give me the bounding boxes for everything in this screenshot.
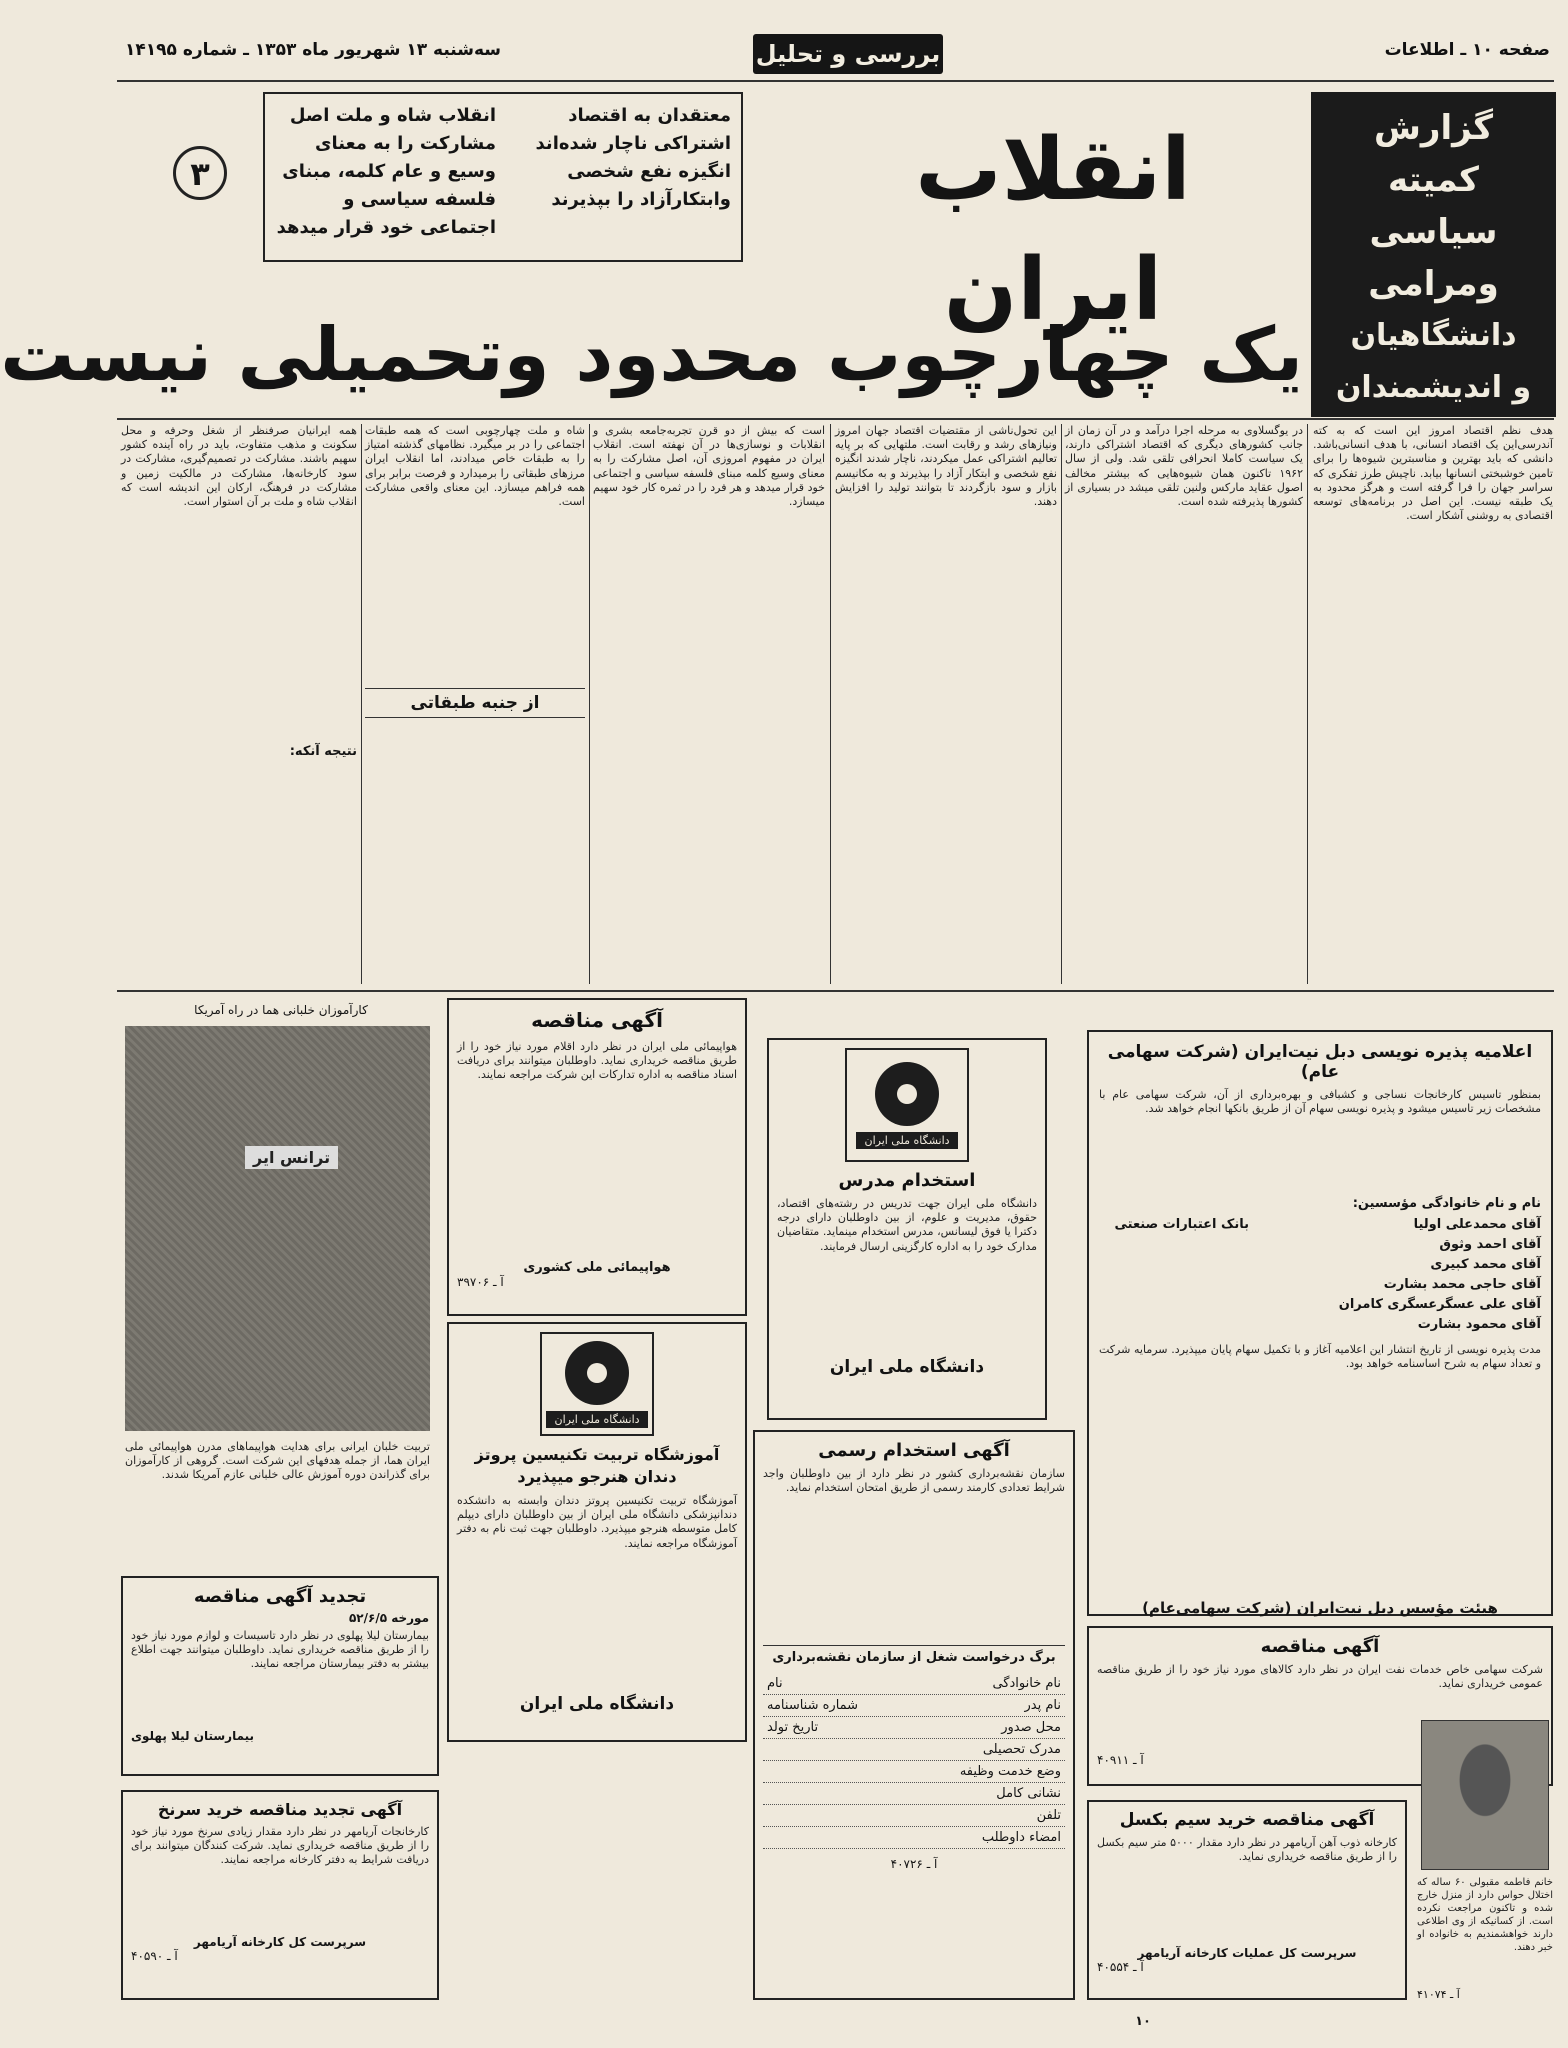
- news-photo: [125, 1026, 430, 1431]
- report-line: و اندیشمندان: [1335, 370, 1532, 405]
- ad-body: کارخانه ذوب آهن آریامهر در نظر دارد مقدار ۵۰۰۰ متر سیم بکسل را از طریق مناقصه خریداری نماید.: [1097, 1836, 1397, 1864]
- ad-signature: دانشگاه ملی ایران: [519, 1694, 675, 1714]
- form-field: تلفن: [763, 1805, 1065, 1827]
- photo-sign: ترانس ایر: [245, 1146, 338, 1169]
- portrait-photo: [1421, 1720, 1549, 1870]
- article-rule: [117, 418, 1554, 420]
- ad-date: مورخه ۵۲/۶/۵: [348, 1611, 429, 1625]
- ad-cable-tender: [1087, 1800, 1407, 2000]
- form-title: برگ درخواست شغل از سازمان نقشه‌برداری: [763, 1645, 1065, 1665]
- logo-caption: دانشگاه ملی ایران: [856, 1132, 957, 1149]
- founders-block: [1099, 1215, 1541, 1335]
- ad-title: تجدید آگهی مناقصه: [193, 1586, 367, 1607]
- founder-bank: بانک اعتبارات صنعتی: [1114, 1217, 1249, 1232]
- university-emblem-icon: [875, 1062, 939, 1126]
- page-meta-left: صفحه ۱۰ ـ اطلاعات: [1384, 40, 1550, 60]
- ad-body: کارخانجات آریامهر در نظر دارد مقدار زیادی سرنخ مورد نیاز خود را از طریق مناقصه خریداری نماید. شرکت کنندگان میتوانند برای دریافت شرایط به دفتر کارخانه مراجعه نمایند.: [131, 1825, 429, 1867]
- column-separator: [361, 424, 362, 984]
- ad-ref: آ ـ ۳۹۷۰۶: [457, 1275, 504, 1289]
- report-line: گزارش: [1373, 108, 1494, 148]
- photo-caption-top: کارآموزان خلبانی هما در راه آمریکا: [194, 1003, 368, 1017]
- ad-tender-1: [447, 998, 747, 1316]
- founder-name: آقای محمدعلی اولیا: [1413, 1217, 1541, 1232]
- form-field: مدرک تحصیلی: [763, 1739, 1065, 1761]
- ad-signature: هیئت مؤسس دبل نیت‌ایران (شرکت سهامی‌عام): [1142, 1599, 1498, 1617]
- ad-renewal-yarn: [121, 1790, 439, 2000]
- part-number: ۳: [173, 146, 227, 200]
- ad-title: آگهی استخدام رسمی: [818, 1440, 1010, 1461]
- founder-name: آقای محمود بشارت: [1417, 1317, 1541, 1332]
- article-column: است که بیش از دو قرن تجربه‌جامعه بشری و انقلابات و نوسازی‌ها در آن نهفته است. انقلاب ایران در مفهوم امروزی آن، اصل مشارکت را به معنای وسیع کلمه مبنای فلسفه سیاسی و اجتماعی خود قرار میدهد و هر فرد را در ثمره کار خود سهیم میسازد.: [593, 424, 825, 509]
- masthead-title: انقلاب ایران: [915, 120, 1191, 340]
- column-separator: [1307, 424, 1308, 984]
- ad-signature: دانشگاه ملی ایران: [829, 1357, 985, 1377]
- report-line: ومرامی: [1368, 264, 1499, 304]
- university-logo: [540, 1332, 654, 1436]
- ad-ref: آ ـ ۴۰۹۱۱: [1097, 1753, 1144, 1767]
- ad-body: سازمان نقشه‌برداری کشور در نظر دارد از بین داوطلبان واجد شرایط تعدادی کارمند رسمی از طریق امتحان استخدام نماید.: [763, 1467, 1065, 1495]
- report-line: دانشگاهیان: [1350, 318, 1517, 353]
- university-logo: [845, 1048, 969, 1162]
- ad-signature: سرپرست کل عملیات کارخانه آریامهر: [1137, 1946, 1357, 1960]
- article-column: همه ایرانیان صرفنظر از شغل وحرفه و محل سکونت و مذهب متفاوت، باید در راه آینده کشور سهیم باشند. مشارکت در تصمیم‌گیری، مشارکت در سود کارخانه‌ها، مشارکت در مالکیت زمین و مشارکت در فرهنگ، ارکان این اندیشه است که انقلاب شاه و ملت بر آن استوار است.: [121, 424, 357, 509]
- form-field: نشانی کامل: [763, 1783, 1065, 1805]
- form-field: نام پدر شماره شناسنامه: [763, 1695, 1065, 1717]
- ad-teacher: [767, 1038, 1047, 1420]
- missing-person-ref: آ ـ ۴۱۰۷۴: [1417, 1988, 1460, 2001]
- form-field: نام خانوادگی نام: [763, 1673, 1065, 1695]
- ad-ref: آ ـ ۴۰۵۵۴: [1097, 1960, 1144, 1974]
- ad-dental-school: [447, 1322, 747, 1742]
- photo-caption: تربیت خلبان ایرانی برای هدایت هواپیماهای مدرن هواپیمائی ملی ایران هما، از جمله هدفهای این شرکت است. گروهی از کارآموزان برای گذراندن دوره آموزش عالی خلبانی عازم آمریکا شدند.: [125, 1440, 430, 1482]
- article-column: هدف نظم اقتصاد امروز این است که به کته آندرسی‌این یک اقتصاد انسانی، با هدف انسانی‌باشد. دانشی که باید بهترین و مناسبترین شیوه‌ها را برای تامین خوشبختی انسانها بیابد. ناچیش طرز تفکری که سراسر جهان را فرا گرفته است و هرگز محدود به یک طبقه نیست. این اصل در برنامه‌های توسعه اقتصادی به روشنی آشکار است.: [1313, 424, 1553, 523]
- pullquote-box: [263, 92, 743, 262]
- founder-name: آقای علی عسگرعسگری کامران: [1338, 1297, 1541, 1312]
- ad-title: آگهی تجدید مناقصه خرید سرنخ: [157, 1800, 403, 1819]
- ad-body-2: مدت پذیره نویسی از تاریخ انتشار این اعلامیه آغاز و با تکمیل سهام پایان میپذیرد. سرمایه شرکت و تعداد سهام به شرح اساسنامه خواهد بود.: [1099, 1343, 1541, 1371]
- ad-ref: آ ـ ۴۰۵۹۰: [131, 1949, 178, 1963]
- article-column: شاه و ملت چهارچوبی است که همه طبقات اجتماعی را در بر میگیرد. نظامهای گذشته امتیاز را به طبقات خاص میدادند، اما انقلاب ایران مرزهای طبقاتی را برمیدارد و فرصت برابر برای همه فراهم میسازد. این معنای واقعی مشارکت است.: [365, 424, 585, 509]
- pullquote-left: انقلاب شاه و ملت اصل مشارکت را به معنای وسیع و عام کلمه، مبنای فلسفه سیاسی و اجتماعی خود قرار میدهد: [276, 105, 496, 238]
- report-line: سیاسی: [1369, 212, 1498, 252]
- missing-person-notice: خانم فاطمه مقبولی ۶۰ ساله که اختلال حواس دارد از منزل خارج شده و تاکنون مراجعت نکرده است. از کسانیکه از وی اطلاعی دارند خواهشمندیم به خانواده او خبر دهند.: [1417, 1877, 1553, 1953]
- ad-ref: آ ـ ۴۰۷۲۶: [890, 1857, 938, 1871]
- ad-body: بمنظور تاسیس کارخانجات نساجی و کشبافی و بهره‌برداری از آن، شرکت سهامی عام با مشخصات زیر تاسیس میشود و پذیره نویسی سهام آن از طریق بانکها انجام خواهد شد.: [1099, 1088, 1541, 1116]
- ad-title: آموزشگاه تربیت تکنیسین پروتز دندان هنرجو میپذیرد: [474, 1445, 720, 1486]
- pullquote-right: معتقدان به اقتصاد اشتراکی ناچار شده‌اند انگیزه نفع شخصی وابتکارآزاد را بپذیرند: [535, 105, 731, 210]
- column-separator: [589, 424, 590, 984]
- ad-body: دانشگاه ملی ایران جهت تدریس در رشته‌های اقتصاد، حقوق، مدیریت و علوم، از بین داوطلبان دارای درجه دکترا یا فوق لیسانس، مدرس استخدام مینماید. متقاضیان مدارک خود را به اداره کارگزینی ارسال فرمایند.: [777, 1197, 1037, 1253]
- report-box: [1311, 92, 1556, 417]
- ad-title: اعلامیه پذیره نویسی دبل نیت‌ایران (شرکت سهامی عام): [1107, 1042, 1533, 1082]
- founders-list: [1259, 1215, 1541, 1335]
- article-column: این تحول‌ناشی از مقتضیات اقتصاد جهان امروز ونیازهای رشد و رقابت است. ملتهایی که بر پایه تعالیم اشتراکی عمل میکردند، ناچار شدند انگیزه نفع شخصی و ابتکار آزاد را بپذیرند و به مکانیسم بازار و سود بازگردند تا بتوانند تولید را افزایش دهند.: [835, 424, 1057, 509]
- column-separator: [1061, 424, 1062, 984]
- header-rule: [117, 80, 1554, 82]
- ad-signature: هواپیمائی ملی کشوری: [523, 1260, 671, 1275]
- founder-name: آقای محمد کبیری: [1430, 1257, 1541, 1272]
- form-field: محل صدور تاریخ تولد: [763, 1717, 1065, 1739]
- ad-share-subscription: [1087, 1030, 1553, 1616]
- ad-title: آگهی مناقصه: [531, 1008, 663, 1032]
- page-number: ۱۰: [1135, 2014, 1151, 2029]
- form-field: وضع خدمت وظیفه: [763, 1761, 1065, 1783]
- ad-renewal-tender: [121, 1576, 439, 1776]
- ad-body: شرکت سهامی خاص خدمات نفت ایران در نظر دارد کالاهای مورد نیاز خود را از طریق مناقصه عمومی خریداری نماید.: [1097, 1663, 1543, 1691]
- ad-body: هواپیمائی ملی ایران در نظر دارد اقلام مورد نیاز خود را از طریق مناقصه خریداری نماید. داوطلبان میتوانند برای دریافت اسناد مناقصه به اداره تدارکات این شرکت مراجعه نمایند.: [457, 1040, 737, 1082]
- ad-body: بیمارستان لیلا پهلوی در نظر دارد تاسیسات و لوازم مورد نیاز خود را از طریق مناقصه خریداری نماید. داوطلبان میتوانند جهت اطلاع بیشتر به دفتر بیمارستان مراجعه نمایند.: [131, 1629, 429, 1671]
- report-line: کمیته: [1388, 160, 1479, 200]
- issue-meta: سه‌شنبه ۱۳ شهریور ماه ۱۳۵۳ ـ شماره ۱۴۱۹۵: [125, 40, 501, 60]
- ad-title: آگهی مناقصه خرید سیم بکسل: [1119, 1810, 1375, 1830]
- ad-title: آگهی مناقصه: [1260, 1636, 1380, 1657]
- university-emblem-icon: [565, 1341, 629, 1405]
- column-separator: [830, 424, 831, 984]
- ad-body: آموزشگاه تربیت تکنیسین پروتز دندان وابسته به دانشکده دندانپزشکی دانشگاه ملی ایران از بین داوطلبان دارای دیپلم کامل متوسطه هنرجو میپذیرد. داوطلبان جهت ثبت نام به دفتر آموزشگاه مراجعه نمایند.: [457, 1494, 737, 1550]
- article-column-wrap: [121, 424, 357, 984]
- article-column-wrap: [365, 424, 585, 984]
- section-label: بررسی و تحلیل: [753, 34, 943, 74]
- founder-name: آقای احمد وثوق: [1439, 1237, 1541, 1252]
- founder-name: آقای حاجی محمد بشارت: [1383, 1277, 1541, 1292]
- form-field: امضاء داوطلب: [763, 1827, 1065, 1849]
- logo-caption: دانشگاه ملی ایران: [546, 1411, 647, 1428]
- ad-signature: بیمارستان لیلا پهلوی: [131, 1729, 255, 1743]
- article-column: در یوگسلاوی به مرحله اجرا درآمد و در آن زمان از جانب کشورهای دیگری که اقتصاد اشتراکی دارند، یک سیاست کاملا انحرافی تلقی شد. ولی از سال ۱۹۶۲ تاکنون همان شیوه‌هایی که بیشتر مخالف اصول عقاید مارکس ولنین تلقی میشد در بسیاری از کشورها پذیرفته شده است.: [1065, 424, 1303, 509]
- subhead-class: از جنبه طبقاتی: [365, 688, 585, 718]
- founders-label: نام و نام خانوادگی مؤسسین:: [1352, 1196, 1541, 1211]
- application-form: [763, 1673, 1065, 1849]
- subhead-result: نتیجه آنکه:: [289, 744, 357, 759]
- ads-rule: [117, 990, 1554, 992]
- ad-signature: سرپرست کل کارخانه آریامهر: [193, 1935, 367, 1949]
- main-headline: یک چهارچوب محدود وتحمیلی نیست: [0, 312, 1303, 398]
- ad-title: استخدام مدرس: [838, 1170, 976, 1191]
- ad-official-employment: [753, 1430, 1075, 2000]
